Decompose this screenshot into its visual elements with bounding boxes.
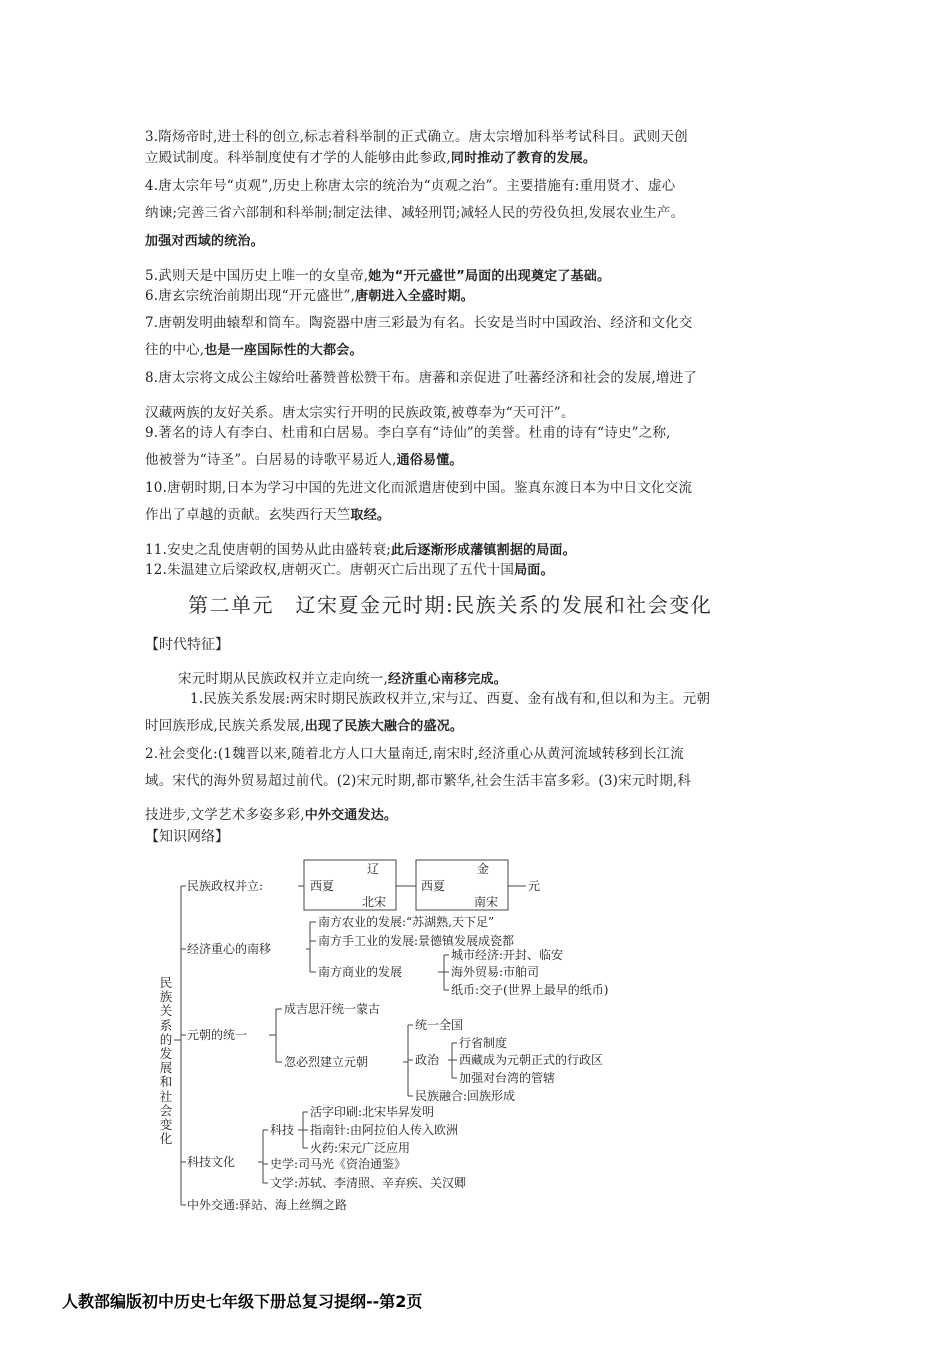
era-p2-line-1: 2.社会变化:(1魏晋以来,随着北方人口大量南迁,南宋时,经济重心从黄河流域转移到长江流 [145,746,684,762]
node-yuan-unification: 元朝的统一 [187,1028,248,1042]
item-6-bold: 唐朝进入全盛时期。 [355,289,474,304]
item-7-text: 往的中心, [145,342,205,358]
item-3-line-1: 3.隋炀帝时,进士科的创立,标志着科举制的正式确立。唐太宗增加科举考试科目。武则天创 [145,129,688,145]
item-12-bold: 局面。 [514,563,554,578]
item-11-bold: 此后逐渐形成藩镇割据的局面。 [391,543,576,558]
box2-left: 西夏 [421,879,446,893]
node-technology: 科技 [270,1123,295,1137]
item-7-bold: 也是一座国际性的大都会。 [204,343,363,358]
unit-title: 第二单元 辽宋夏金元时期:民族关系的发展和社会变化 [188,593,713,617]
node-transport: 中外交通:驿站、海上丝绸之路 [187,1198,348,1212]
node-overseas-trade: 海外贸易:市舶司 [451,965,540,979]
node-printing: 活字印刷:北宋毕昇发明 [310,1105,435,1119]
item-4-line-2: 纳谏;完善三省六部制和科举制;制定法律、减轻刑罚;减轻人民的劳役负担,发展农业生产。 [145,205,685,221]
node-paper-money: 纸币:交子(世界上最早的纸币) [451,983,609,997]
item-9-bold: 通俗易懂。 [396,453,463,468]
era-p1-text: 时回族形成,民族关系发展, [145,718,305,734]
node-history: 史学:司马光《资治通鉴》 [270,1157,407,1171]
era-p2-bold: 中外交通发达。 [304,808,398,823]
box1-top: 辽 [367,862,380,876]
item-5-text: 5.武则天是中国历史上唯一的女皇帝, [145,268,369,284]
item-11-text: 11.安史之乱使唐朝的国势从此由盛转衰; [145,542,392,558]
era-p1-line-1: 1.民族关系发展:两宋时期民族政权并立,宋与辽、西夏、金有战有和,但以和为主。元朝 [190,691,711,707]
item-5-bold: 她为“开元盛世”局面的出现奠定了基础。 [368,269,611,284]
node-compass: 指南针:由阿拉伯人传入欧洲 [310,1123,459,1137]
node-economy: 经济重心的南移 [187,942,272,956]
item-10-text: 作出了卓越的贡献。玄奘西行天竺 [145,507,351,523]
item-7-line-1: 7.唐朝发明曲辕犁和筒车。陶瓷器中唐三彩最为有名。长安是当时中国政治、经济和文化交 [145,315,693,331]
item-10-line-1: 10.唐朝时期,日本为学习中国的先进文化而派遣唐使到中国。鉴真东渡日本为中日文化交流 [145,480,693,496]
era-heading: 【时代特征】 [145,637,229,653]
item-9-text: 他被誉为“诗圣”。白居易的诗歌平易近人, [145,452,397,468]
node-city-economy: 城市经济:开封、临安 [451,948,564,962]
node-kublai: 忽必烈建立元朝 [284,1055,369,1069]
era-p1-bold: 出现了民族大融合的盛况。 [304,719,464,734]
yuan-end: 元 [528,879,541,893]
node-unify-country: 统一全国 [415,1018,464,1032]
node-genghis: 成吉思汗统一蒙古 [284,1002,381,1016]
diagram-root-label: 民族关系的发展和社会变化 [159,975,173,1147]
era-intro-bold: 经济重心南移完成。 [388,672,507,687]
node-taiwan: 加强对台湾的管辖 [459,1071,556,1085]
item-3-text: 立殿试制度。科举制度使有才学的人能够由此参政, [145,150,451,166]
node-handicraft: 南方手工业的发展:景德镇发展成瓷都 [318,934,515,948]
era-p2-line-2: 域。宋代的海外贸易超过前代。(2)宋元时期,都市繁华,社会生活丰富多彩。(3)宋元时期,科 [145,773,692,789]
era-intro-text: 宋元时期从民族政权并立走向统一, [178,671,388,687]
era-p2-text: 技进步,文学艺术多姿多彩, [145,807,305,823]
node-gunpowder: 火药:宋元广泛应用 [310,1141,411,1155]
node-literature: 文学:苏轼、李清照、辛弃疾、关汉卿 [270,1176,467,1190]
box2-bottom: 南宋 [474,895,499,909]
item-4-bold: 加强对西域的统治。 [145,234,264,249]
box1-left: 西夏 [310,879,335,893]
node-politics: 政治 [415,1053,440,1067]
item-10-bold: 取经。 [350,508,391,523]
node-commerce: 南方商业的发展 [318,965,403,979]
item-4-line-1: 4.唐太宗年号“贞观”,历史上称唐太宗的统治为“贞观之治”。主要措施有:重用贤才、虚心 [145,178,676,194]
node-sci-culture: 科技文化 [187,1155,236,1169]
box1-bottom: 北宋 [362,895,387,909]
item-8-line-2: 汉藏两族的友好关系。唐太宗实行开明的民族政策,被尊奉为“天可汗”。 [145,405,575,421]
item-8-line-1: 8.唐太宗将文成公主嫁给吐蕃赞普松赞干布。唐蕃和亲促进了吐蕃经济和社会的发展,增进了 [145,370,698,386]
item-6-text: 6.唐玄宗统治前期出现“开元盛世”, [145,288,356,304]
item-12-text: 12.朱温建立后梁政权,唐朝灭亡。唐朝灭亡后出现了五代十国 [145,562,515,578]
page-footer: 人教部编版初中历史七年级下册总复习提纲--第2页 [62,1292,423,1311]
node-agriculture: 南方农业的发展:“苏湖熟,天下足” [318,915,495,929]
node-tibet: 西藏成为元朝正式的行政区 [459,1053,604,1067]
node-province-system: 行省制度 [459,1036,508,1050]
item-9-line-1: 9.著名的诗人有李白、杜甫和白居易。李白享有“诗仙”的美誉。杜甫的诗有“诗史”之称, [145,425,671,441]
network-heading: 【知识网络】 [145,829,229,845]
node-ethnic-fusion: 民族融合:回族形成 [415,1089,516,1103]
box2-top: 金 [477,862,490,876]
node-regimes: 民族政权并立: [187,879,264,893]
item-3-bold: 同时推动了教育的发展。 [450,151,597,166]
